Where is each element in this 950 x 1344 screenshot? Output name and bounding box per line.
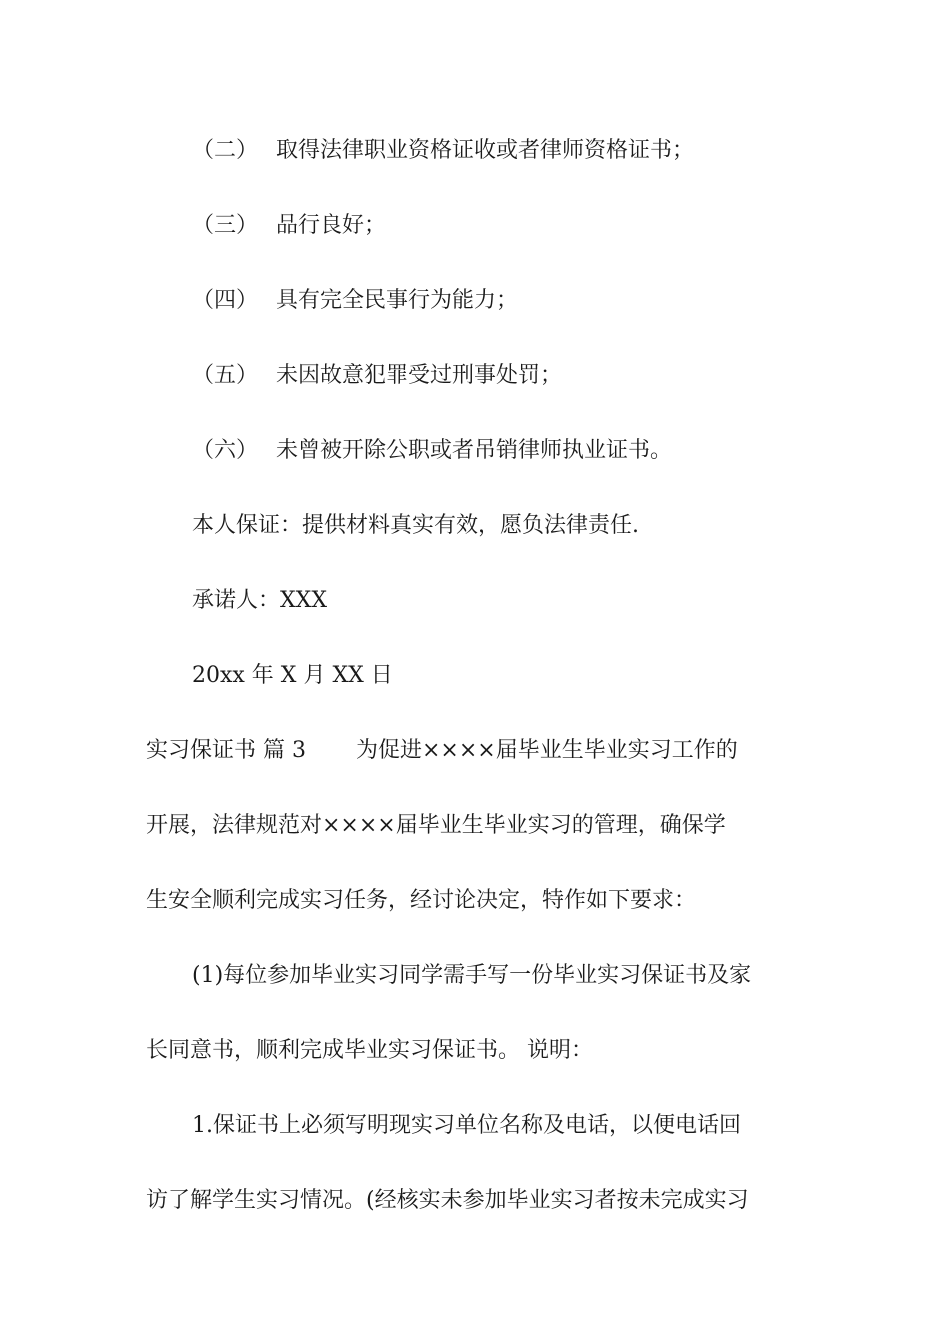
list-item [192,361,562,391]
paragraph-line: 长同意书，顺利完成毕业实习保证书。 说明： [146,1038,593,1063]
list-item [192,286,518,316]
section-heading: 实习保证书 篇 3 [146,738,306,763]
item-text: 未曾被开除公职或者吊销律师执业证书。 [276,438,673,463]
paragraph-line: 访了解学生实习情况。(经核实未参加毕业实习者按未完成实习 [146,1188,749,1213]
paragraph-line: (1)每位参加毕业实习同学需手写一份毕业实习保证书及家 [192,963,752,988]
item-number: （三） [192,213,259,238]
list-item [192,436,672,466]
paragraph-line: 开展，法律规范对××××届毕业生毕业实习的管理，确保学 [146,813,726,838]
section-paragraph-line [146,736,738,766]
item-text: 品行良好； [276,213,387,238]
item-text: 具有完全民事行为能力； [276,288,519,313]
paragraph-text: 为促进××××届毕业生毕业实习工作的 [355,738,738,763]
list-item [192,136,694,166]
item-number: （二） [192,138,259,163]
guarantee-statement: 本人保证：提供材料真实有效，愿负法律责任. [192,513,639,538]
item-number: （五） [192,363,259,388]
item-number: （四） [192,288,259,313]
date-line: 20xx 年 X 月 XX 日 [192,663,393,688]
paragraph-line: 生安全顺利完成实习任务，经讨论决定，特作如下要求： [146,888,697,913]
item-text: 未因故意犯罪受过刑事处罚； [276,363,563,388]
promisor-line: 承诺人：XXX [192,588,327,613]
item-text: 取得法律职业资格证收或者律师资格证书； [276,138,695,163]
list-item [192,211,386,241]
item-number: （六） [192,438,259,463]
paragraph-line: 1.保证书上必须写明现实习单位名称及电话，以便电话回 [192,1113,741,1138]
